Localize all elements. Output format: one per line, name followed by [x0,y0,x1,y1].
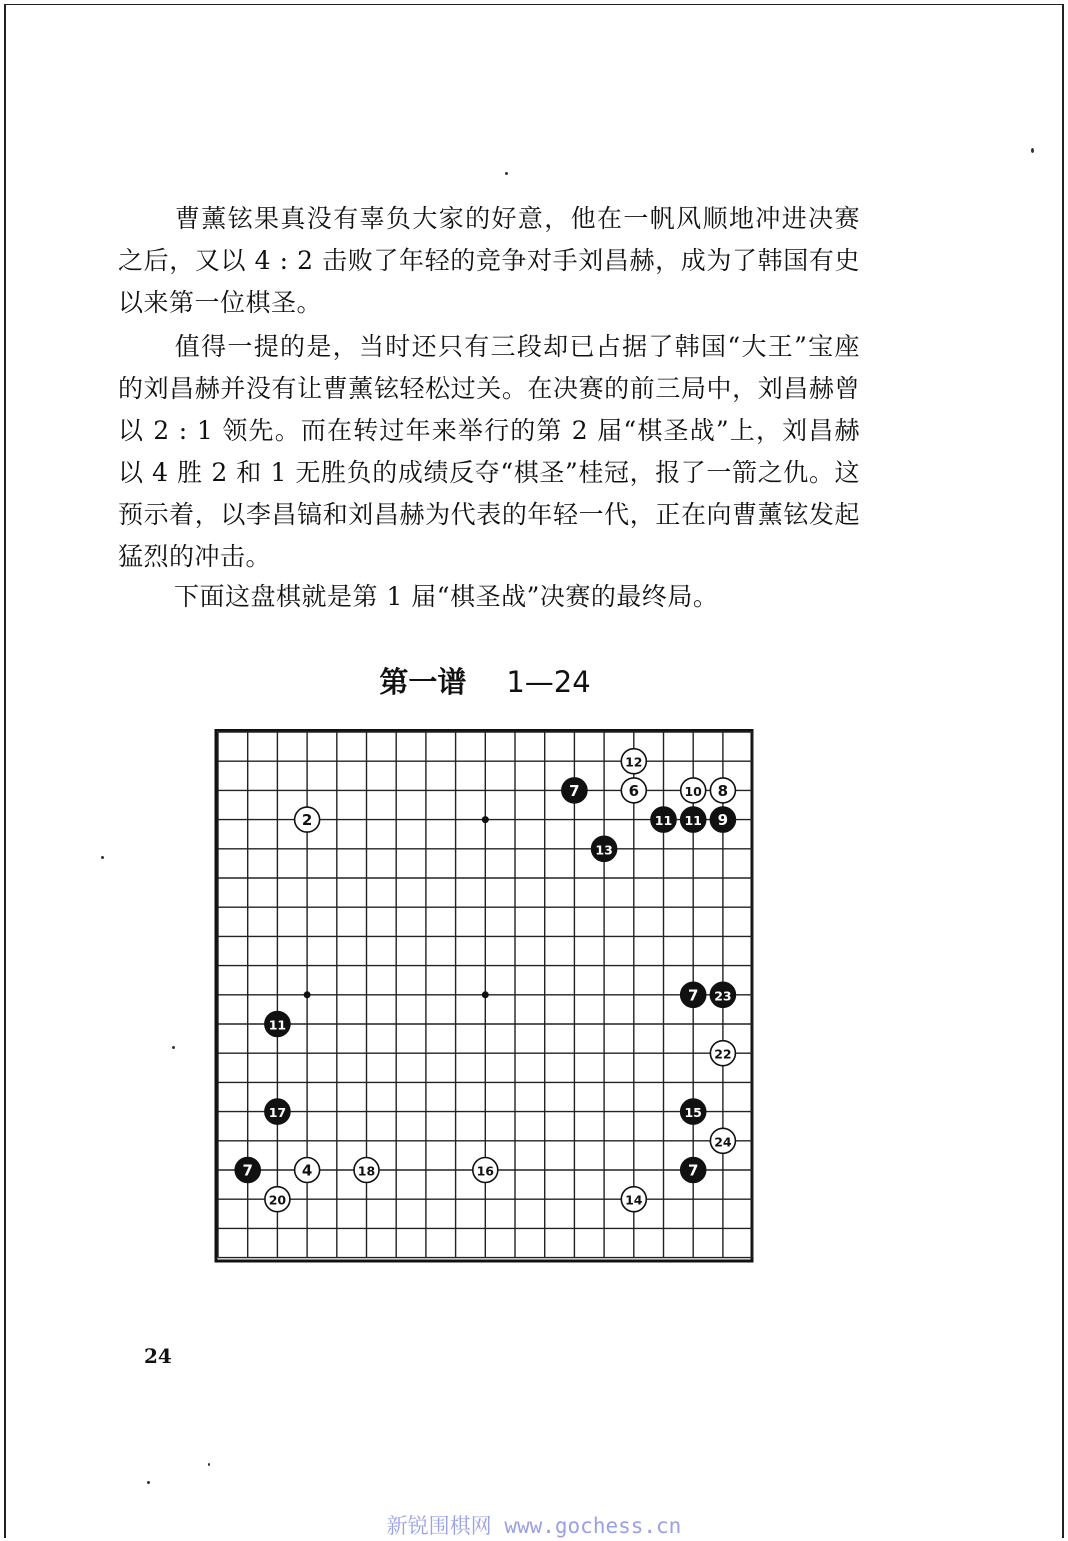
stone-move-number: 2 [301,811,313,830]
diagram-move-range: 1—24 [506,665,591,699]
black-stone [235,1158,260,1183]
black-stone [681,1158,706,1183]
scan-speck [147,1481,150,1484]
stone-move-number: 15 [684,1105,702,1121]
stone-move-number: 20 [268,1192,287,1208]
black-stone [592,836,617,861]
white-stone [295,1158,320,1183]
stone-move-number: 23 [714,988,732,1004]
stone-move-number: 11 [684,813,702,829]
paragraph-2-text: 值得一提的是，当时还只有三段却已占据了韩国“大王”宝座的刘昌赫并没有让曹薰铉轻松过关。在决赛的前三局中，刘昌赫曾以 2 : 1 领先。而在转过年来举行的第 2 届“棋圣战”上，刘昌赫以 4 胜 2 和 1 无胜负的成绩反夺“棋圣”桂冠，报了一箭之仇。这预示着，以李昌镐和刘昌赫为代表的年轻一代，正在向曹薰铉发起猛烈的冲击。 [118,332,860,571]
white-stone [621,749,646,774]
paragraph-2 [118,326,860,578]
paragraph-1 [118,198,860,324]
stone-move-number: 22 [714,1046,732,1062]
black-stone [710,982,735,1007]
scan-speck [172,1046,175,1049]
go-board-diagram [214,729,754,1263]
white-stone [354,1158,379,1183]
scan-speck [1031,148,1034,153]
stone-move-number: 11 [654,813,673,829]
stone-move-number: 9 [717,811,729,830]
stone-move-number: 14 [625,1192,643,1208]
stone-move-number: 7 [687,1161,699,1180]
stone-move-number: 11 [268,1017,287,1033]
black-stone [265,1012,290,1037]
white-stone [710,1128,735,1153]
paragraph-1-text: 曹薰铉果真没有辜负大家的好意，他在一帆风顺地冲进决赛之后，又以 4 : 2 击败了年轻的竞争对手刘昌赫，成为了韩国有史以来第一位棋圣。 [118,204,860,317]
stone-move-number: 10 [684,783,702,799]
stone-move-number: 6 [628,781,640,800]
page-number: 24 [144,1344,172,1368]
white-stone [265,1187,290,1212]
diagram-caption [0,660,970,701]
diagram-title: 第一谱 [379,665,467,699]
stone-move-number: 18 [357,1163,376,1179]
white-stone [621,778,646,803]
star-point [482,991,489,998]
star-point [304,991,311,998]
white-stone [621,1187,646,1212]
scan-speck [101,856,104,859]
black-stone [651,807,676,832]
watermark: 新锐围棋网 www.gochess.cn [386,1514,682,1538]
white-stone [473,1158,498,1183]
black-stone [710,807,735,832]
stone-move-number: 7 [687,986,699,1005]
star-point [482,816,489,823]
paragraph-3 [118,576,860,618]
white-stone [295,807,320,832]
stone-move-number: 8 [717,781,729,800]
paragraph-3-text: 下面这盘棋就是第 1 届“棋圣战”决赛的最终局。 [174,582,719,611]
stone-move-number: 17 [268,1105,287,1121]
black-stone [681,807,706,832]
stone-move-number: 12 [625,754,643,770]
white-stone [710,1041,735,1066]
scan-speck [208,1463,210,1466]
stone-move-number: 7 [242,1161,253,1180]
stone-move-number: 16 [476,1163,495,1179]
stone-move-number: 24 [714,1134,732,1150]
black-stone [681,1099,706,1124]
white-stone [681,778,706,803]
scan-speck [505,172,508,175]
stone-move-number: 7 [569,781,580,800]
stone-move-number: 13 [595,842,613,858]
white-stone [710,778,735,803]
black-stone [265,1099,290,1124]
black-stone [681,982,706,1007]
stone-move-number: 4 [301,1161,313,1180]
black-stone [562,778,587,803]
